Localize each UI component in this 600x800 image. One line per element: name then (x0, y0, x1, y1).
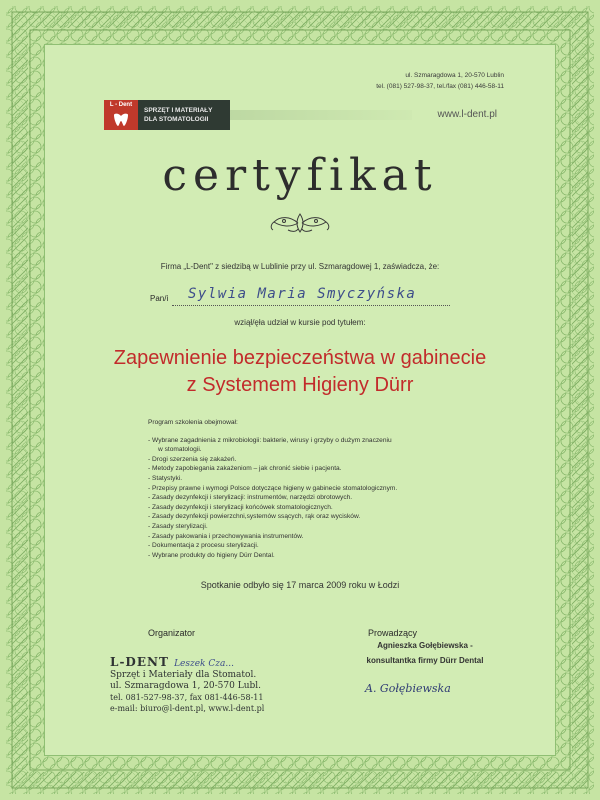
meeting-info: Spotkanie odbyło się 17 marca 2009 roku w Łodzi (200, 580, 400, 590)
participation-text: wziął/ęła udział w kursie pod tytułem: (234, 318, 366, 327)
program-heading: Program szkolenia obejmował: (148, 419, 238, 426)
tooth-logo-icon (104, 100, 138, 130)
recipient-label: Pan/i (150, 294, 169, 303)
stamp-line-3: tel. 081-527-98-37, fax 081-446-58-11 (110, 693, 264, 702)
leader-role: konsultantka firmy Dürr Dental (366, 656, 484, 665)
list-item: - Zasady dezynfekcji i sterylizacji: instrumentów, narzędzi obrotowych. (148, 494, 353, 502)
stamp-brand: L-DENT (110, 655, 169, 669)
list-item: - Wybrane produkty do higieny Dürr Dental. (148, 551, 275, 559)
company-address (376, 70, 504, 92)
organizer-stamp (110, 657, 280, 714)
course-title-line-2: z Systemem Higieny Dürr (186, 374, 414, 396)
list-item: - Zasady sterylizacji. (148, 522, 208, 530)
list-item: - Zasady dezynfekcji i sterylizacji końcówek stomatologicznych. (148, 503, 333, 511)
address-line-2: tel. (081) 527-98-37, tel./fax (081) 446-58-11 (376, 83, 504, 90)
logo-line-2: DLA STOMATOLOGII (144, 116, 209, 123)
certificate-title: certyfikat (162, 150, 438, 201)
stamp-brand-row (110, 657, 280, 670)
list-item: - Wybrane zagadnienia z mikrobiologii: bakterie, wirusy i grzyby o dużym znaczeniu (148, 436, 392, 444)
list-item: - Przepisy prawne i wymogi Polsce dotyczące higieny w gabinecie stomatologicznym. (148, 484, 398, 492)
leader-name: Agnieszka Gołębiewska - (377, 641, 473, 650)
logo-tagline (138, 100, 230, 130)
leader-signature: A. Gołębiewska (365, 682, 451, 695)
company-logo (104, 100, 230, 130)
recipient-row (150, 288, 450, 308)
organizer-label: Organizator (148, 628, 196, 638)
list-item: w stomatologii. (158, 446, 202, 454)
stamp-signature: Leszek Cza... (174, 659, 234, 669)
list-item: - Statystyki. (148, 474, 183, 482)
list-item: - Zasady pakowania i przechowywania instrumentów. (148, 532, 304, 540)
list-item: - Drogi szerzenia się zakażeń. (148, 455, 237, 463)
list-item: - Dokumentacja z procesu sterylizacji. (148, 542, 259, 550)
leader-info (330, 638, 520, 668)
stamp-line-2: ul. Szmaragdowa 1, 20-570 Lubl. (110, 681, 261, 691)
address-line-1: ul. Szmaragdowa 1, 20-570 Lublin (405, 72, 504, 79)
course-title (0, 345, 600, 399)
stamp-line-1: Sprzęt i Materiały dla Stomatol. (110, 670, 257, 680)
intro-text: Firma „L-Dent" z siedzibą w Lublinie przy ul. Szmaragdowej 1, zaświadcza, że: (160, 262, 440, 271)
course-title-line-1: Zapewnienie bezpieczeństwa w gabinecie (113, 347, 487, 369)
list-item: - Zasady dezynfekcji powierzchni,systemów ssących, rąk oraz wycisków. (148, 513, 361, 521)
logo-bar (230, 110, 412, 120)
recipient-dotted-line (172, 305, 450, 306)
program-list (148, 436, 478, 561)
stamp-line-4: e-mail: biuro@l-dent.pl, www.l-dent.pl (110, 704, 265, 713)
floral-ornament-icon (268, 210, 332, 236)
list-item: - Metody zapobiegania zakażeniom – jak chronić siebie i pacjenta. (148, 465, 342, 473)
logo-line-1: SPRZĘT I MATERIAŁY (144, 107, 213, 114)
logo-mark-text: L - Dent (109, 102, 133, 108)
program-section (148, 418, 478, 560)
recipient-name: Sylwia Maria Smyczyńska (188, 286, 417, 302)
company-website: www.l-dent.pl (437, 109, 497, 120)
leader-label: Prowadzący (368, 628, 418, 638)
